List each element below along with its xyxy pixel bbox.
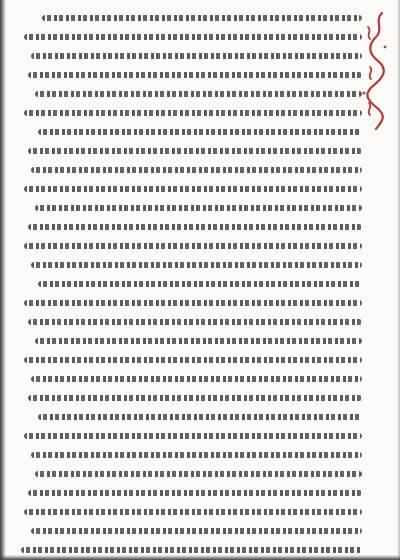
ink-stroke [31,167,362,173]
ink-stroke [28,72,362,78]
manuscript-line [14,236,362,255]
ink-stroke [28,490,362,496]
ink-stroke [28,224,362,230]
ink-stroke [24,186,362,192]
ink-stroke [31,262,362,268]
manuscript-line [14,293,362,312]
manuscript-line [14,502,362,521]
manuscript-line [14,331,362,350]
manuscript-line [14,388,362,407]
ink-stroke [24,110,362,116]
ink-stroke [31,376,362,382]
manuscript-line [14,46,362,65]
manuscript-line [14,103,362,122]
ink-stroke [42,15,362,21]
ink-stroke [35,338,362,344]
ink-stroke [38,414,362,420]
ink-stroke [24,300,362,306]
ink-stroke [24,243,362,249]
manuscript-line [14,445,362,464]
manuscript-line [14,274,362,293]
ink-stroke [28,148,362,154]
ink-stroke [24,34,362,40]
manuscript-line [14,255,362,274]
manuscript-line [14,198,362,217]
manuscript-line [14,65,362,84]
ink-stroke [24,433,362,439]
ink-stroke [28,395,362,401]
manuscript-line [14,312,362,331]
manuscript-line [14,27,362,46]
scan-edge-left [0,0,6,560]
ink-stroke [24,509,362,515]
manuscript-line [14,350,362,369]
manuscript-line [14,217,362,236]
ink-stroke [35,471,362,477]
ink-stroke [21,547,362,553]
ink-stroke [38,129,362,135]
manuscript-line [14,122,362,141]
manuscript-line [14,407,362,426]
manuscript-line [14,84,362,103]
manuscript-text-block [14,8,362,552]
ink-stroke [35,205,362,211]
manuscript-line [14,426,362,445]
ink-stroke [31,53,362,59]
manuscript-line [14,179,362,198]
ink-stroke [31,452,362,458]
manuscript-line [14,369,362,388]
manuscript-line [14,483,362,502]
manuscript-line [14,8,362,27]
ink-stroke [38,281,362,287]
manuscript-line [14,521,362,540]
ink-stroke [35,91,362,97]
ink-stroke [31,528,362,534]
ink-stroke [28,319,362,325]
manuscript-line [14,160,362,179]
manuscript-line [14,141,362,160]
manuscript-line [14,464,362,483]
manuscript-line [14,540,362,559]
ink-stroke [24,357,362,363]
